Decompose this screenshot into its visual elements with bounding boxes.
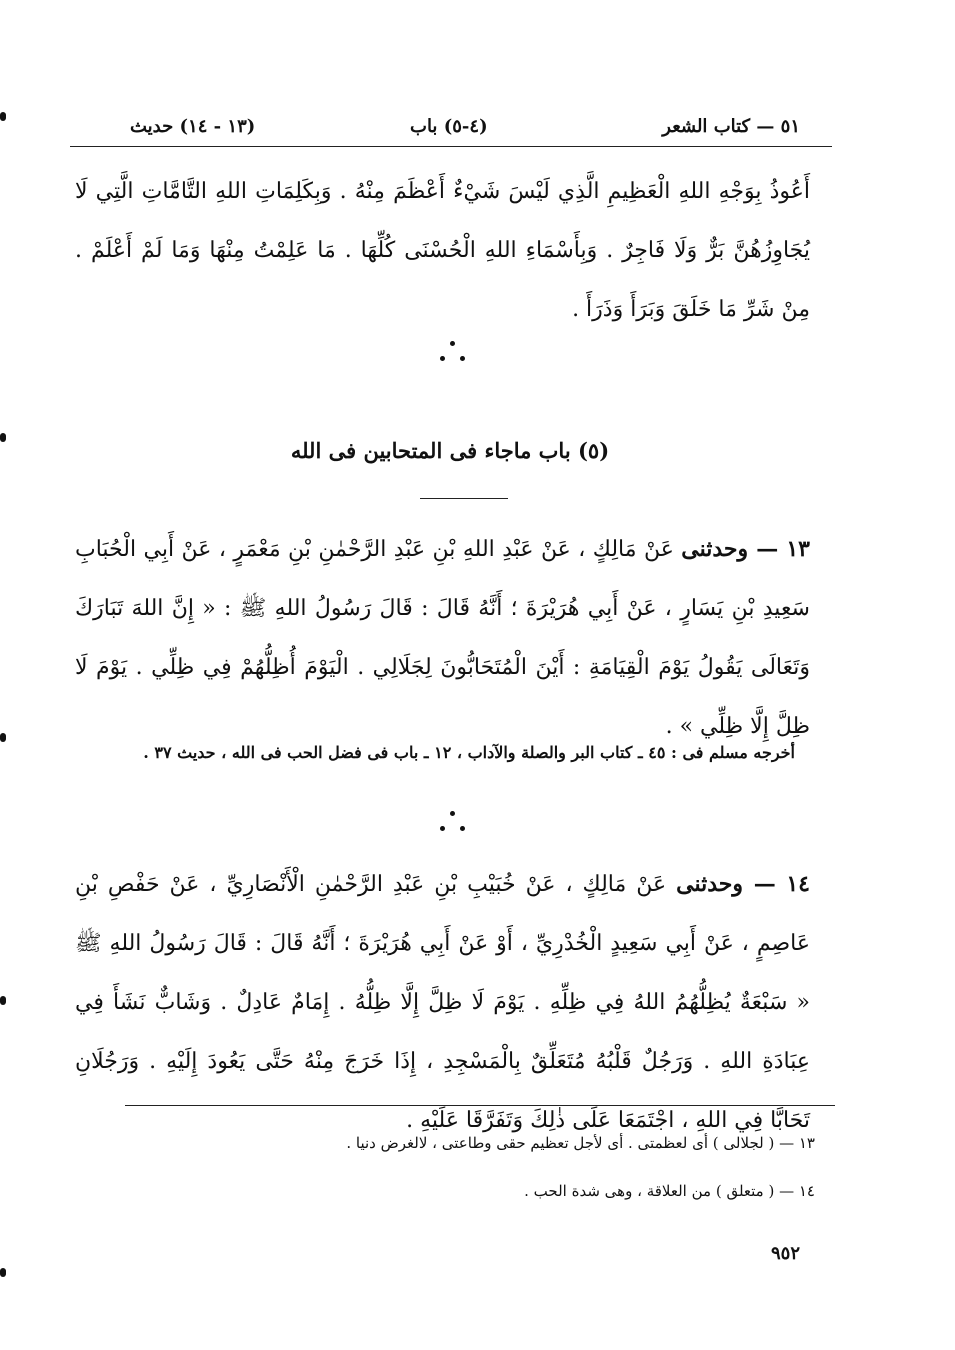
running-header xyxy=(130,108,800,146)
takhrij-reference: أخرجه مسلم فى : ٤٥ ـ كتاب البر والصلة والآداب ، ١٢ ـ باب فى فضل الحب فى الله ، حديث ٣٧ . xyxy=(143,743,795,762)
page-number: ٩٥٢ xyxy=(770,1243,800,1264)
header-divider xyxy=(70,146,832,147)
footnote-13: ١٣ — ( لجلالى ) أى لعظمتى . أى لأجل تعظيم حقى وطاعتى ، لالغرض دنيا . xyxy=(346,1134,815,1152)
asterism-ornament xyxy=(433,808,473,848)
header-chapter: ٥١ — كتاب الشعر xyxy=(662,116,800,137)
hadith-14-text: عَنْ مَالِكٍ ، عَنْ خُبَيْبِ بْنِ عَبْدِ الرَّحْمٰنِ الْأَنْصَارِيِّ ، عَنْ حَفْصِ بْنِ عَاصِمٍ ، عَنْ أَبِي سَعِيدٍ الْخُدْرِيِّ ، أَوْ عَنْ أَبِي هُرَيْرَةَ ؛ أَنَّهُ قَالَ : قَالَ رَسُولُ اللهِ ﷺ « سَبْعَةٌ يُظِلُّهُمُ اللهُ فِي ظِلِّهِ . يَوْمَ لَا ظِلَّ إِلَّا ظِلُّهُ . إِمَامٌ عَادِلٌ . وَشَابٌّ نَشَأَ فِي عِبَادَةِ اللهِ . وَرَجُلٌ قَلْبُهُ مُتَعَلِّقٌ بِالْمَسْجِدِ ، إِذَا خَرَجَ مِنْهُ حَتَّى يَعُودَ إِلَيْهِ . وَرَجُلَانِ تَحَابَّا فِي اللهِ ، اجْتَمَعَا عَلَى ذٰلِكَ وَتَفَرَّقَا عَلَيْهِ . xyxy=(75,872,810,1133)
supplication-paragraph: أَعُوذُ بِوَجْهِ اللهِ الْعَظِيمِ الَّذِي لَيْسَ شَيْءٌ أَعْظَمَ مِنْهُ . وَبِكَلِمَاتِ اللهِ التَّامَّاتِ الَّتِي لَا يُجَاوِزُهُنَّ بَرٌّ وَلَا فَاجِرٌ . وَبِأَسْمَاءِ اللهِ الْحُسْنَى كُلِّهَا . مَا عَلِمْتُ مِنْهَا وَمَا لَمْ أَعْلَمْ . مِنْ شَرِّ مَا خَلَقَ وَبَرَأَ وَذَرَأَ . xyxy=(75,179,810,322)
footnote-14: ١٤ — ( متعلق ) من العلاقة ، وهى شدة الحب . xyxy=(524,1182,815,1200)
footnote-divider xyxy=(125,1105,835,1106)
title-divider xyxy=(420,498,508,499)
hadith-14-number: ١٤ — وحدثنى xyxy=(676,871,810,897)
asterism-ornament xyxy=(433,338,473,378)
header-hadith-range: (١٣ - ١٤) حديث xyxy=(130,116,256,137)
hadith-13-number: ١٣ — وحدثنى xyxy=(681,536,810,562)
hadith-13-paragraph xyxy=(75,520,810,756)
header-section: (٤-٥) باب xyxy=(410,116,488,137)
margin-speck xyxy=(0,733,6,742)
margin-speck xyxy=(0,996,6,1005)
margin-speck xyxy=(0,433,6,442)
chapter-title: (٥) باب ماجاء فى المتحابين فى الله xyxy=(290,438,610,463)
hadith-13-text: عَنْ مَالِكٍ ، عَنْ عَبْدِ اللهِ بْنِ عَبْدِ الرَّحْمٰنِ بْنِ مَعْمَرٍ ، عَنْ أَبِي الْحُبَابِ سَعِيدِ بْنِ يَسَارٍ ، عَنْ أَبِي هُرَيْرَةَ ؛ أَنَّهُ قَالَ : قَالَ رَسُولُ اللهِ ﷺ : « إِنَّ اللهَ تَبَارَكَ وَتَعَالَى يَقُولُ يَوْمَ الْقِيَامَةِ : أَيْنَ الْمُتَحَابُّونَ لِجَلَالِي . الْيَوْمَ أُظِلُّهُمْ فِي ظِلِّي . يَوْمَ لَا ظِلَّ إِلَّا ظِلِّي » . xyxy=(75,537,810,739)
margin-speck xyxy=(0,112,6,121)
margin-speck xyxy=(0,1268,6,1277)
